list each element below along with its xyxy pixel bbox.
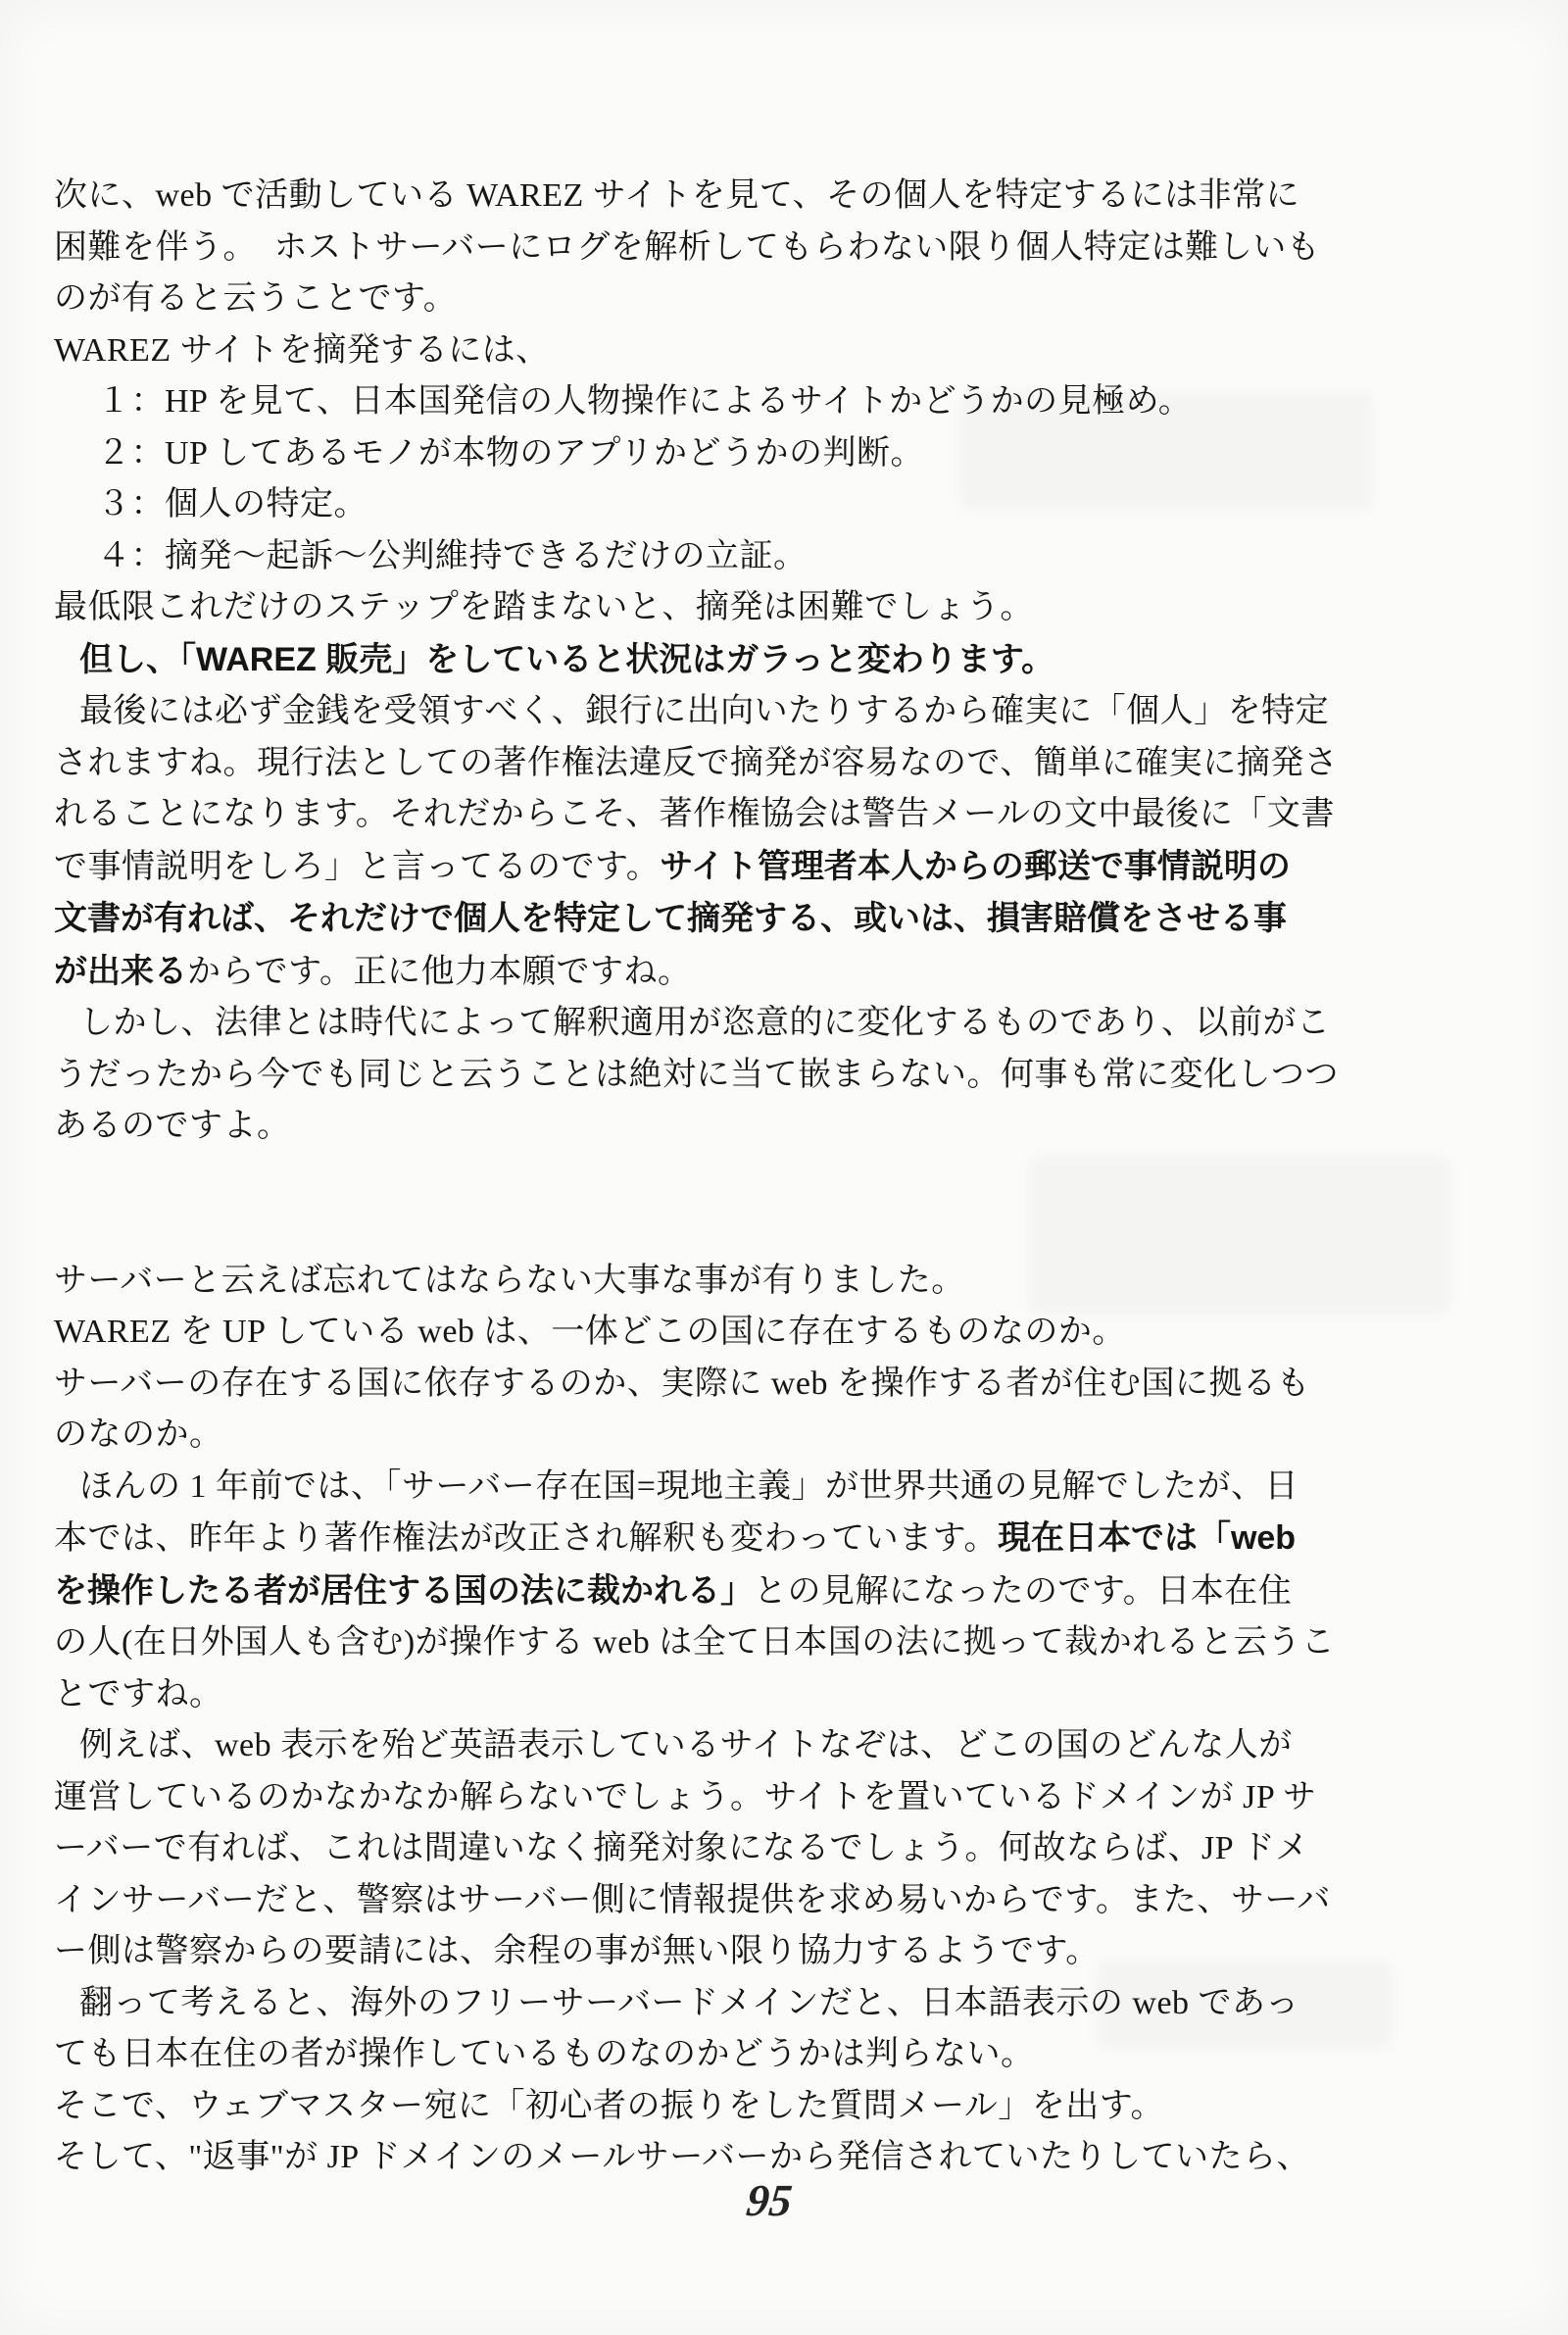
text-segment: 最後には必ず金銭を受領すべく、銀行に出向いたりするから確実に「個人」を特定 <box>79 693 1330 729</box>
text-segment: うだったから今でも同じと云うことは絶対に当て嵌まらない。何事も常に変化しつつ <box>54 1056 1339 1093</box>
text-line <box>54 1565 1539 1618</box>
text-line <box>54 789 1539 841</box>
text-segment: WAREZ サイトを摘発するには、 <box>54 331 550 369</box>
text-line <box>54 325 1539 377</box>
text-segment: で事情説明をしろ」と言ってるのです。 <box>54 848 661 885</box>
text-segment-bold: 現在日本では「web <box>997 1519 1297 1557</box>
text-segment: とですね。 <box>54 1675 223 1713</box>
text-line <box>54 223 1539 274</box>
text-segment: 次に、web で活動している WAREZ サイトを見て、その個人を特定するには非常に <box>54 177 1300 214</box>
text-line <box>54 1359 1539 1411</box>
text-segment: WAREZ を UP している web は、一体どこの国に存在するものなのか。 <box>54 1314 1126 1350</box>
text-line <box>54 582 1539 634</box>
text-line <box>54 893 1539 946</box>
text-line <box>54 1720 1539 1772</box>
text-segment: の人(在日外国人も含む)が操作する web は全て日本国の法に拠って裁かれると云うこ <box>54 1624 1336 1661</box>
text-line <box>54 1307 1539 1359</box>
text-line <box>54 946 1539 999</box>
text-line <box>54 1617 1539 1669</box>
text-segment: サーバーと云えば忘れてはならない大事な事が有りました。 <box>54 1262 965 1299</box>
text-line <box>54 376 1539 428</box>
text-segment: されますね。現行法としての著作権法違反で摘発が容易なので、簡単に確実に摘発さ <box>54 744 1339 781</box>
text-line <box>54 531 1539 583</box>
text-line <box>54 841 1539 894</box>
body-text <box>54 171 1539 2184</box>
text-segment: ４：摘発～起訴～公判維持できるだけの立証。 <box>97 537 808 574</box>
text-segment: ーバーで有れば、これは間違いなく摘発対象になるでしょう。何故ならば、JP ドメ <box>54 1830 1309 1866</box>
text-line <box>54 686 1539 738</box>
text-segment: そして、"返事"が JP ドメインのメールサーバーから発信されていたりしていたら、 <box>54 2139 1311 2175</box>
text-line <box>54 1410 1539 1462</box>
text-line <box>54 1256 1539 1308</box>
text-segment: サーバーの存在する国に依存するのか、実際に web を操作する者が住む国に拠るも <box>54 1365 1310 1402</box>
text-line <box>54 273 1539 325</box>
text-line <box>54 1669 1539 1721</box>
text-segment: １：HP を見て、日本国発信の人物操作によるサイトかどうかの見極め。 <box>97 383 1193 420</box>
text-line <box>54 1772 1539 1824</box>
text-segment: 翻って考えると、海外のフリーサーバードメインだと、日本語表示の web であっ <box>79 1984 1299 2021</box>
text-segment: しかし、法律とは時代によって解釈適用が恣意的に変化するものであり、以前がこ <box>79 1005 1331 1041</box>
text-line <box>54 634 1539 687</box>
text-segment: 運営しているのかなかなか解らないでしょう。サイトを置いているドメインが JP サ <box>54 1778 1317 1815</box>
text-line <box>54 171 1539 223</box>
text-line <box>54 428 1539 480</box>
text-segment-bold: 文書が有れば、それだけで個人を特定して摘発する、或いは、損害賠償をさせる事 <box>54 900 1287 937</box>
text-line <box>54 2029 1539 2081</box>
text-segment: のなのか。 <box>54 1416 223 1453</box>
text-line <box>54 1050 1539 1102</box>
text-line <box>54 1875 1539 1927</box>
text-segment: ー側は警察からの要請には、余程の事が無い限り協力するようです。 <box>54 1933 1100 1969</box>
text-segment: インサーバーだと、警察はサーバー側に情報提供を求め易いからです。また、サーバ <box>54 1881 1331 1918</box>
text-line <box>54 1823 1539 1875</box>
text-line <box>54 1926 1539 1978</box>
text-segment: 例えば、web 表示を殆ど英語表示しているサイトなぞは、どこの国のどんな人が <box>79 1727 1293 1764</box>
text-segment-bold: 但し、「WAREZ 販売」をしていると状況はガラっと変わります。 <box>79 640 1055 678</box>
text-segment: 最低限これだけのステップを踏まないと、摘発は困難でしょう。 <box>54 589 1034 625</box>
text-segment: 本では、昨年より著作権法が改正され解釈も変わっています。 <box>54 1520 998 1557</box>
text-segment-bold: サイト管理者本人からの郵送で事情説明の <box>660 847 1291 885</box>
text-line <box>54 479 1539 531</box>
text-segment: れることになります。それだからこそ、著作権協会は警告メールの文中最後に「文書 <box>54 796 1335 832</box>
text-line <box>54 998 1539 1050</box>
text-segment: ほんの 1 年前では、「サーバー存在国=現地主義」が世界共通の見解でしたが、日 <box>79 1467 1298 1505</box>
text-line <box>54 1462 1539 1514</box>
text-segment: 困難を伴う。 ホストサーバーにログを解析してもらわない限り個人特定は難しいも <box>54 228 1321 266</box>
text-segment: そこで、ウェブマスター宛に「初心者の振りをした質問メール」を出す。 <box>54 2087 1165 2124</box>
text-segment: のが有ると云うことです。 <box>54 280 458 317</box>
text-line <box>54 1513 1539 1565</box>
text-segment: ３：個人の特定。 <box>97 486 368 522</box>
text-segment-bold: を操作したる者が居住する国の法に裁かれる」 <box>54 1571 754 1610</box>
text-segment: からです。正に他力本願ですね。 <box>187 953 692 990</box>
page-number: 95 <box>744 2175 795 2225</box>
text-segment: ２：UP してあるモノが本物のアプリかどうかの判断。 <box>97 434 924 472</box>
text-line <box>54 2081 1539 2133</box>
text-line <box>54 1978 1539 2030</box>
text-segment: あるのですよ。 <box>54 1108 291 1144</box>
text-segment: ても日本在住の者が操作しているものなのかどうかは判らない。 <box>54 2036 1035 2072</box>
text-line <box>54 738 1539 790</box>
text-segment: との見解になったのです。日本在住 <box>754 1572 1293 1610</box>
text-segment-bold: が出来る <box>54 952 187 990</box>
text-line <box>54 1101 1539 1153</box>
